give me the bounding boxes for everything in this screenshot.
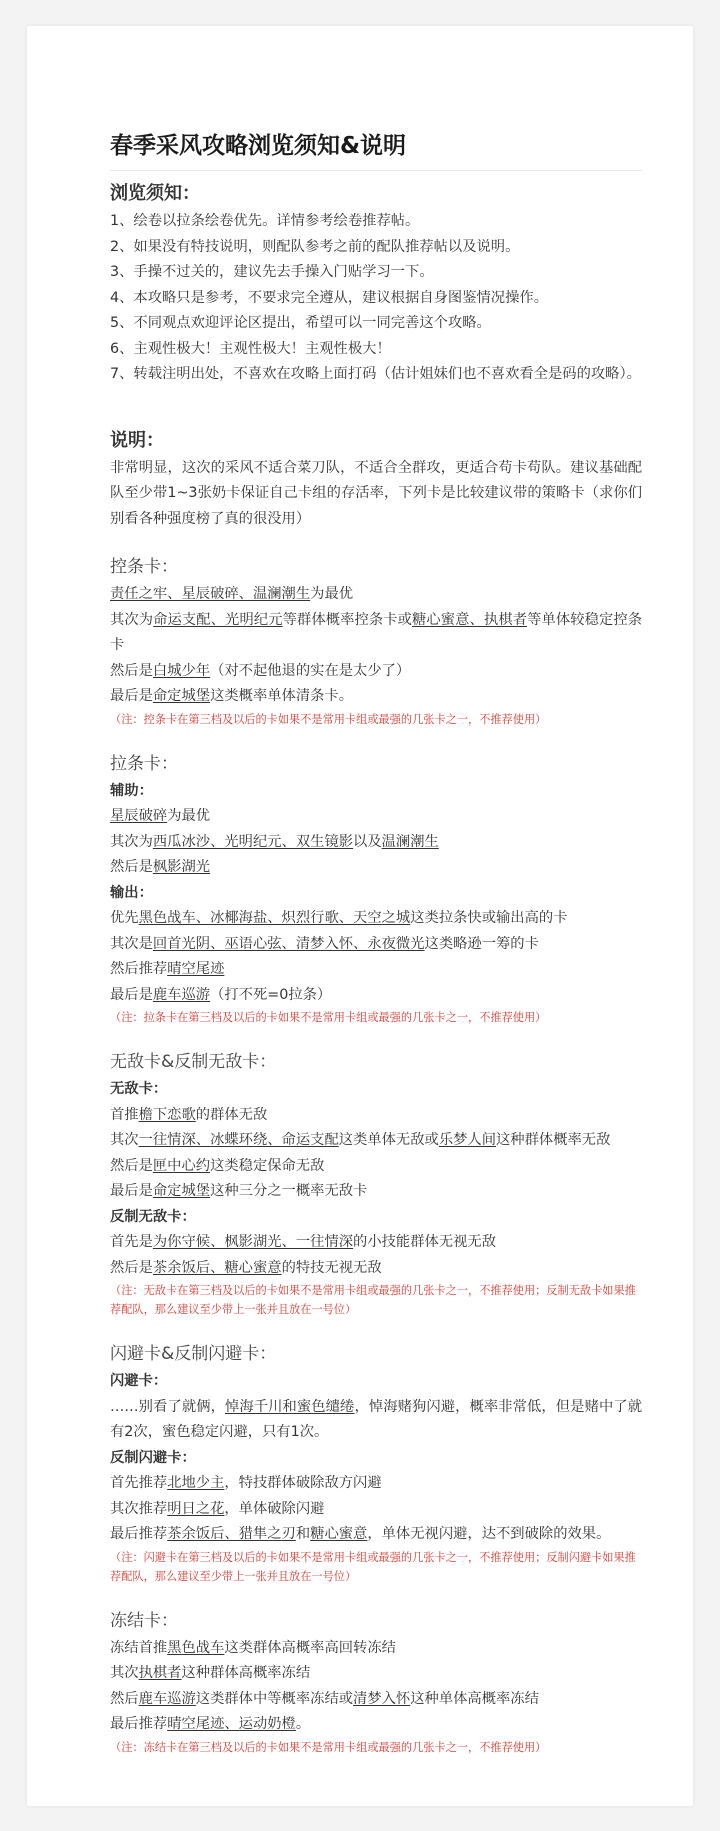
text-run: 这类概率单体清条卡。: [210, 688, 354, 704]
assist-line-2: [110, 830, 642, 856]
card-names: 为你守候、枫影湖光、一往情深: [152, 1234, 354, 1250]
card-names: 白城少年: [152, 662, 211, 679]
assist-label: 辅助：: [110, 782, 153, 799]
text-run: 最后是: [110, 1183, 153, 1199]
text-run: 最后是: [110, 986, 153, 1003]
freeze-line-3: [110, 1687, 642, 1713]
invincible-line-3: [110, 1154, 642, 1180]
invincible-line-4: [110, 1179, 642, 1205]
text-run: 其次为: [110, 833, 153, 850]
text-run: 然后推荐: [110, 961, 168, 977]
text-run: 其次: [110, 1132, 139, 1148]
card-names: 枫影湖光: [152, 859, 211, 875]
card-names: 茶余饭后、糖心蜜意: [152, 1259, 282, 1276]
text-run: 的群体无敌: [195, 1106, 268, 1123]
invincible-line-2: [110, 1128, 642, 1154]
text-run: 然后是: [110, 859, 153, 875]
freeze-line-1: [110, 1636, 642, 1662]
text-run: 然后是: [110, 1259, 153, 1276]
title-divider: [110, 170, 642, 171]
article-card: [27, 26, 693, 1806]
card-names: 糖心蜜意: [310, 1526, 368, 1542]
assist-line-3: [110, 855, 642, 881]
freeze-note: （注：冻结卡在第三档及以后的卡如果不是常用卡组或最强的几张卡之一，不推荐使用）: [110, 1740, 547, 1754]
invincible-section: [110, 1049, 642, 1319]
text-run: 等群体概率控条卡或: [282, 611, 413, 628]
card-names: 一往情深、冰蝶环绕、命运支配: [138, 1132, 339, 1148]
text-run: 最后是: [110, 688, 153, 704]
notice-item: 2、如果没有特技说明，则配队参考之前的配队推荐帖以及说明。: [110, 238, 520, 255]
counter-invincible-line-2: [110, 1256, 642, 1282]
invincible-note: （注：无敌卡在第三档及以后的卡如果不是常用卡组或最强的几张卡之一，不推荐使用；反制无敌卡如果推荐配队，那么建议至少带上一张并且放在一号位）: [110, 1284, 636, 1316]
text-run: 首推: [110, 1106, 139, 1123]
text-run: 。: [295, 1716, 311, 1732]
notice-heading: 浏览须知：: [110, 183, 200, 204]
card-names: 黑色战车、冰椰海盐、炽烈行歌、天空之城: [138, 910, 411, 926]
notice-item: 1、绘卷以拉条绘卷优先。详情参考绘卷推荐帖。: [110, 213, 420, 229]
card-names: 晴空尾迹、运动奶橙: [167, 1716, 296, 1732]
notice-item: 7、转载注明出处，不喜欢在攻略上面打码（估计姐妹们也不喜欢看全是码的攻略）。: [110, 366, 641, 382]
card-names: 命运支配、光明纪元: [153, 611, 283, 628]
card-names: 执棋者: [138, 1665, 182, 1681]
text-run: 以及: [353, 833, 382, 850]
card-names: 命定城堡: [152, 688, 211, 704]
output-line-2: [110, 932, 642, 958]
text-run: 这种群体概率无敌: [496, 1132, 611, 1148]
card-names: 鹿车巡游: [152, 986, 211, 1003]
text-run: （打不死=0拉条）: [210, 986, 332, 1003]
invincible-label: 无敌卡：: [110, 1081, 168, 1097]
dodge-label: 闪避卡：: [110, 1373, 168, 1389]
card-names: 悼海千川和蜜色缱绻: [224, 1398, 355, 1415]
invincible-line-1: [110, 1103, 642, 1129]
dodge-line-1: [110, 1395, 642, 1446]
card-names: 乐梦人间: [438, 1132, 497, 1148]
text-run: ，单体破除闪避: [224, 1500, 325, 1517]
card-names: 温澜潮生: [381, 833, 439, 850]
text-run: 然后: [110, 1690, 139, 1707]
text-run: 这种单体高概率冻结: [410, 1690, 539, 1707]
output-line-3: [110, 957, 642, 983]
counter-dodge-line-3: [110, 1522, 642, 1548]
text-run: 的特技无视无敌: [281, 1259, 382, 1276]
assist-line-1: [110, 804, 642, 830]
text-run: 这类群体中等概率冻结或: [195, 1690, 354, 1707]
explain-section: [110, 428, 642, 533]
text-run: 首先是: [110, 1234, 153, 1250]
text-run: 这类群体高概率高回转冻结: [224, 1639, 396, 1656]
text-run: 其次推荐: [110, 1500, 168, 1517]
freeze-heading: 冻结卡：: [110, 1610, 178, 1631]
control-note: （注：控条卡在第三档及以后的卡如果不是常用卡组或最强的几张卡之一，不推荐使用）: [110, 712, 547, 726]
notice-item: 5、不同观点欢迎评论区提出，希望可以一同完善这个攻略。: [110, 315, 491, 331]
card-names: 檐下恋歌: [138, 1106, 196, 1123]
card-names: 清梦入怀: [353, 1690, 411, 1707]
control-section: [110, 554, 642, 729]
counter-invincible-line-1: [110, 1230, 642, 1256]
explain-text: 非常明显，这次的采风不适合菜刀队，不适合全群攻，更适合苟卡苟队。建议基础配队至少带1~3张奶卡保证自己卡组的存活率，下列卡是比较建议带的策略卡（求你们别看各种强度榜了真的很没用）: [110, 459, 642, 527]
control-line-3: [110, 659, 642, 685]
notice-section: [110, 181, 642, 388]
counter-dodge-line-1: [110, 1471, 642, 1497]
text-run: 为最优: [310, 586, 354, 602]
control-heading: 控条卡：: [110, 557, 178, 577]
freeze-line-2: [110, 1661, 642, 1687]
notice-item: 3、手操不过关的，建议先去手操入门贴学习一下。: [110, 264, 434, 280]
pull-heading: 拉条卡：: [110, 753, 178, 774]
freeze-section: [110, 1608, 642, 1757]
text-run: ……别看了就俩，: [110, 1398, 225, 1415]
text-run: 的小技能群体无视无敌: [353, 1234, 497, 1250]
freeze-line-4: [110, 1712, 642, 1738]
text-run: 这种群体高概率冻结: [181, 1665, 311, 1681]
text-run: ，悼海赌狗闪避，概率非常低，但是赌中了就有2次，蜜色稳定闪避，只有1次。: [110, 1398, 643, 1440]
control-line-4: [110, 684, 642, 710]
text-run: 冻结首推: [110, 1639, 168, 1656]
text-run: 和: [295, 1526, 311, 1542]
text-run: 这类稳定保命无敌: [210, 1157, 325, 1174]
text-run: 这类单体无敌或: [338, 1132, 439, 1148]
text-run: 为最优: [167, 808, 211, 824]
card-names: 西瓜冰沙、光明纪元、双生镜影: [152, 833, 354, 850]
text-run: ，单体无视闪避，达不到破除的效果。: [367, 1526, 611, 1542]
text-run: 这类拉条快或输出高的卡: [410, 910, 568, 926]
dodge-section: [110, 1341, 642, 1586]
text-run: 然后是: [110, 662, 153, 679]
text-run: 这类略逊一筹的卡: [424, 935, 539, 952]
text-run: 最后推荐: [110, 1716, 168, 1732]
text-run: 首先推荐: [110, 1475, 168, 1491]
card-names: 糖心蜜意、执棋者: [412, 611, 528, 628]
pull-section: [110, 751, 642, 1028]
notice-list: [110, 209, 642, 388]
invincible-heading: 无敌卡&反制无敌卡：: [110, 1052, 277, 1072]
text-run: 其次: [110, 1665, 139, 1681]
dodge-note: （注：闪避卡在第三档及以后的卡如果不是常用卡组或最强的几张卡之一，不推荐使用；反制闪避卡如果推荐配队，那么建议至少带上一张并且放在一号位）: [110, 1550, 636, 1583]
counter-dodge-label: 反制闪避卡：: [110, 1449, 196, 1466]
text-run: 这种三分之一概率无敌卡: [210, 1183, 368, 1199]
card-names: 命定城堡: [152, 1183, 211, 1199]
counter-dodge-line-2: [110, 1497, 642, 1523]
output-line-1: [110, 906, 642, 932]
text-run: ，特技群体破除敌方闪避: [224, 1475, 382, 1491]
text-run: （对不起他退的实在是太少了）: [210, 662, 411, 679]
output-line-4: [110, 983, 642, 1009]
text-run: 等单体较稳定控条卡: [110, 611, 643, 653]
text-run: 然后是: [110, 1157, 153, 1174]
notice-item: 6、主观性极大！主观性极大！主观性极大！: [110, 340, 391, 357]
page-title: 春季采风攻略浏览须知&说明: [110, 133, 407, 159]
card-names: 晴空尾迹: [167, 961, 225, 977]
card-names: 回首光阴、巫语心弦、清梦入怀、永夜微光: [152, 935, 425, 952]
pull-note: （注：拉条卡在第三档及以后的卡如果不是常用卡组或最强的几张卡之一，不推荐使用）: [110, 1011, 547, 1024]
card-names: 星辰破碎: [110, 808, 168, 824]
notice-item: 4、本攻略只是参考，不要求完全遵从，建议根据自身图鉴情况操作。: [110, 289, 548, 306]
text-run: 优先: [110, 910, 139, 926]
control-line-1: [110, 582, 642, 608]
control-line-2: [110, 608, 642, 659]
counter-invincible-label: 反制无敌卡：: [110, 1208, 196, 1225]
card-names: 责任之牢、星辰破碎、温澜潮生: [110, 586, 311, 602]
dodge-heading: 闪避卡&反制闪避卡：: [110, 1344, 277, 1364]
card-names: 黑色战车: [167, 1639, 225, 1656]
card-names: 匣中心约: [152, 1157, 211, 1174]
card-names: 鹿车巡游: [138, 1690, 196, 1707]
text-run: 最后推荐: [110, 1526, 168, 1542]
output-label: 输出：: [110, 884, 153, 901]
explain-heading: 说明：: [110, 429, 164, 451]
card-names: 明日之花: [167, 1500, 225, 1517]
article-content: [110, 126, 642, 1757]
text-run: 其次为: [110, 611, 154, 628]
text-run: 其次是: [110, 935, 153, 952]
card-names: 北地少主: [167, 1475, 225, 1491]
card-names: 茶余饭后、猎隼之刃: [167, 1526, 296, 1542]
